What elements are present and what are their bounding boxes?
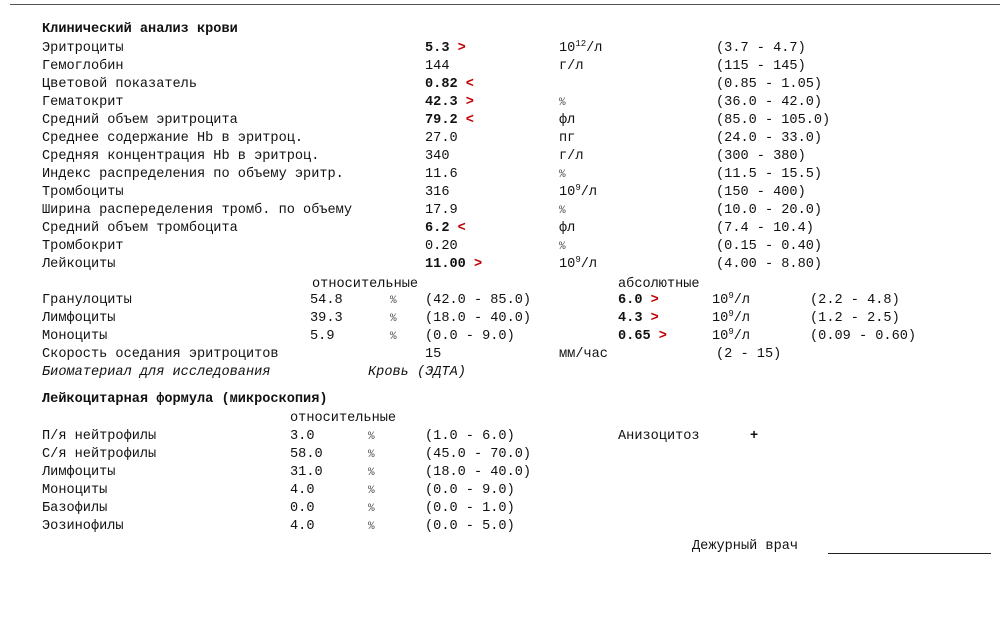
result-unit: % bbox=[559, 205, 566, 217]
test-name: Средний объем тромбоцита bbox=[42, 221, 238, 236]
relative-value: 4.0 bbox=[290, 519, 315, 534]
percent-sign: % bbox=[368, 449, 375, 461]
result-row bbox=[0, 94, 1000, 112]
reference-range: (4.00 - 8.80) bbox=[716, 257, 823, 272]
cell-type-name: Эозинофилы bbox=[42, 519, 124, 534]
result-value: 144 bbox=[425, 59, 450, 74]
result-row bbox=[0, 238, 1000, 256]
result-unit-base: 10 bbox=[559, 257, 576, 272]
percent-sign: % bbox=[368, 485, 375, 497]
formula-header-row bbox=[0, 410, 1000, 428]
result-unit: % bbox=[559, 241, 566, 253]
cell-type-name: Моноциты bbox=[42, 329, 108, 344]
reference-range: (85.0 - 105.0) bbox=[716, 113, 831, 128]
result-value: 316 bbox=[425, 185, 450, 200]
relative-value: 58.0 bbox=[290, 447, 323, 462]
reference-range: (1.0 - 6.0) bbox=[425, 429, 515, 444]
result-value: 11.00 bbox=[425, 257, 466, 272]
test-name: Цветовой показатель bbox=[42, 77, 197, 92]
result-row bbox=[0, 184, 1000, 202]
abnormal-flag: < bbox=[465, 77, 474, 92]
result-row bbox=[0, 58, 1000, 76]
formula-row bbox=[0, 464, 1000, 482]
esr-value: 15 bbox=[425, 347, 442, 362]
cell-type-name: Гранулоциты bbox=[42, 293, 132, 308]
relative-value: 3.0 bbox=[290, 429, 315, 444]
abnormal-flag: < bbox=[457, 221, 466, 236]
relative-value: 54.8 bbox=[310, 293, 343, 308]
absolute-unit-tail: /л bbox=[733, 329, 751, 344]
absolute-unit bbox=[712, 310, 750, 328]
result-unit bbox=[559, 256, 597, 274]
reference-range: (0.85 - 1.05) bbox=[716, 77, 823, 92]
reference-range: (115 - 145) bbox=[716, 59, 806, 74]
percent-sign: % bbox=[390, 295, 397, 307]
test-name: Среднее содержание Hb в эритроц. bbox=[42, 131, 304, 146]
esr-unit: мм/час bbox=[559, 347, 608, 362]
result-unit-base: 10 bbox=[559, 41, 576, 56]
abnormal-flag: > bbox=[650, 311, 659, 326]
result-unit-base: 10 bbox=[559, 185, 576, 200]
test-name: Индекс распределения по объему эритр. bbox=[42, 167, 344, 182]
abnormal-flag: > bbox=[650, 293, 659, 308]
result-row bbox=[0, 148, 1000, 166]
absolute-value: 0.65 bbox=[618, 329, 651, 344]
absolute-unit-exponent: 9 bbox=[728, 309, 734, 319]
result-row bbox=[0, 76, 1000, 94]
wbc-row bbox=[0, 292, 1000, 310]
relative-value: 31.0 bbox=[290, 465, 323, 480]
result-value: 0.82 bbox=[425, 77, 458, 92]
test-name: Лейкоциты bbox=[42, 257, 116, 272]
esr-name: Скорость оседания эритроцитов bbox=[42, 347, 279, 362]
biomaterial-label: Биоматериал для исследования bbox=[42, 365, 271, 380]
percent-sign: % bbox=[368, 521, 375, 533]
percent-sign: % bbox=[390, 331, 397, 343]
formula-row bbox=[0, 500, 1000, 518]
percent-sign: % bbox=[368, 503, 375, 515]
absolute-value: 6.0 bbox=[618, 293, 643, 308]
result-unit: % bbox=[559, 97, 566, 109]
doctor-label: Дежурный врач bbox=[692, 539, 799, 554]
relative-ref: (18.0 - 40.0) bbox=[425, 311, 532, 326]
relative-header: относительные bbox=[312, 277, 419, 292]
signature-line bbox=[828, 553, 991, 554]
absolute-unit-tail: /л bbox=[733, 293, 751, 308]
result-row bbox=[0, 256, 1000, 274]
cbc-title: Клинический анализ крови bbox=[42, 22, 238, 37]
result-row bbox=[0, 220, 1000, 238]
reference-range: (24.0 - 33.0) bbox=[716, 131, 823, 146]
absolute-unit-base: 10 bbox=[712, 311, 729, 326]
anisocytosis-row bbox=[0, 428, 1000, 446]
esr-ref: (2 - 15) bbox=[716, 347, 782, 362]
result-row bbox=[0, 40, 1000, 58]
result-row bbox=[0, 112, 1000, 130]
wbc-row bbox=[0, 310, 1000, 328]
abnormal-flag: > bbox=[658, 329, 667, 344]
result-row bbox=[0, 130, 1000, 148]
result-unit: % bbox=[559, 169, 566, 181]
formula-row bbox=[0, 482, 1000, 500]
result-value: 17.9 bbox=[425, 203, 458, 218]
absolute-ref: (0.09 - 0.60) bbox=[810, 329, 917, 344]
biomaterial-value: Кровь (ЭДТА) bbox=[368, 365, 466, 380]
relative-value: 4.0 bbox=[290, 483, 315, 498]
result-value: 6.2 bbox=[425, 221, 450, 236]
test-name: Тромбокрит bbox=[42, 239, 124, 254]
result-value: 340 bbox=[425, 149, 450, 164]
result-row bbox=[0, 166, 1000, 184]
test-name: Средний объем эритроцита bbox=[42, 113, 238, 128]
absolute-unit bbox=[712, 292, 750, 310]
relative-value: 39.3 bbox=[310, 311, 343, 326]
cell-type-name: П/я нейтрофилы bbox=[42, 429, 157, 444]
reference-range: (10.0 - 20.0) bbox=[716, 203, 823, 218]
test-name: Средняя концентрация Hb в эритроц. bbox=[42, 149, 320, 164]
reference-range: (0.0 - 9.0) bbox=[425, 483, 515, 498]
test-name: Эритроциты bbox=[42, 41, 124, 56]
cell-type-name: Базофилы bbox=[42, 501, 108, 516]
absolute-unit-base: 10 bbox=[712, 329, 729, 344]
relative-value: 5.9 bbox=[310, 329, 335, 344]
biomaterial-row bbox=[0, 364, 1000, 382]
result-unit-tail: /л bbox=[580, 185, 598, 200]
result-unit-exponent: 9 bbox=[575, 255, 581, 265]
cell-type-name: Лимфоциты bbox=[42, 465, 116, 480]
reference-range: (45.0 - 70.0) bbox=[425, 447, 532, 462]
relative-ref: (0.0 - 9.0) bbox=[425, 329, 515, 344]
result-unit-exponent: 9 bbox=[575, 183, 581, 193]
wbc-row bbox=[0, 328, 1000, 346]
result-value: 5.3 bbox=[425, 41, 450, 56]
absolute-ref: (1.2 - 2.5) bbox=[810, 311, 900, 326]
test-name: Гемоглобин bbox=[42, 59, 124, 74]
result-unit bbox=[559, 184, 597, 202]
result-unit: фл bbox=[559, 221, 576, 236]
reference-range: (7.4 - 10.4) bbox=[716, 221, 814, 236]
absolute-unit-exponent: 9 bbox=[728, 327, 734, 337]
top-rule bbox=[10, 4, 1000, 5]
result-unit-tail: /л bbox=[586, 41, 603, 56]
abnormal-flag: > bbox=[465, 95, 474, 110]
absolute-unit bbox=[712, 328, 750, 346]
percent-sign: % bbox=[390, 313, 397, 325]
absolute-unit-base: 10 bbox=[712, 293, 729, 308]
result-unit-tail: /л bbox=[580, 257, 598, 272]
cell-type-name: С/я нейтрофилы bbox=[42, 447, 157, 462]
cell-type-name: Лимфоциты bbox=[42, 311, 116, 326]
cell-type-name: Моноциты bbox=[42, 483, 108, 498]
percent-sign: % bbox=[368, 431, 375, 443]
result-unit: г/л bbox=[559, 59, 584, 74]
result-unit: пг bbox=[559, 131, 576, 146]
result-row bbox=[0, 202, 1000, 220]
result-unit: фл bbox=[559, 113, 576, 128]
percent-sign: % bbox=[368, 467, 375, 479]
relative-value: 0.0 bbox=[290, 501, 315, 516]
anisocytosis-label: Анизоцитоз bbox=[618, 429, 700, 444]
absolute-unit-exponent: 9 bbox=[728, 291, 734, 301]
result-value: 79.2 bbox=[425, 113, 458, 128]
absolute-ref: (2.2 - 4.8) bbox=[810, 293, 900, 308]
reference-range: (150 - 400) bbox=[716, 185, 806, 200]
result-value: 11.6 bbox=[425, 167, 458, 182]
formula-row bbox=[0, 518, 1000, 536]
abnormal-flag: > bbox=[474, 257, 483, 272]
reference-range: (0.0 - 1.0) bbox=[425, 501, 515, 516]
esr-row bbox=[0, 346, 1000, 364]
reference-range: (0.0 - 5.0) bbox=[425, 519, 515, 534]
formula-relative-header: относительные bbox=[290, 411, 397, 426]
test-name: Ширина распеределения тромб. по объему bbox=[42, 203, 352, 218]
absolute-value: 4.3 bbox=[618, 311, 643, 326]
result-unit-exponent: 12 bbox=[575, 39, 587, 49]
formula-title: Лейкоцитарная формула (микроскопия) bbox=[42, 392, 328, 407]
abnormal-flag: < bbox=[465, 113, 474, 128]
reference-range: (300 - 380) bbox=[716, 149, 806, 164]
reference-range: (36.0 - 42.0) bbox=[716, 95, 823, 110]
relative-ref: (42.0 - 85.0) bbox=[425, 293, 532, 308]
result-value: 27.0 bbox=[425, 131, 458, 146]
abnormal-flag: > bbox=[457, 41, 466, 56]
result-unit bbox=[559, 40, 602, 58]
formula-row bbox=[0, 446, 1000, 464]
result-value: 0.20 bbox=[425, 239, 458, 254]
result-unit: г/л bbox=[559, 149, 584, 164]
result-value: 42.3 bbox=[425, 95, 458, 110]
reference-range: (11.5 - 15.5) bbox=[716, 167, 823, 182]
anisocytosis-value: + bbox=[750, 429, 759, 444]
test-name: Тромбоциты bbox=[42, 185, 124, 200]
test-name: Гематокрит bbox=[42, 95, 124, 110]
absolute-unit-tail: /л bbox=[733, 311, 751, 326]
reference-range: (18.0 - 40.0) bbox=[425, 465, 532, 480]
reference-range: (3.7 - 4.7) bbox=[716, 41, 806, 56]
absolute-header: абсолютные bbox=[618, 277, 700, 292]
reference-range: (0.15 - 0.40) bbox=[716, 239, 823, 254]
